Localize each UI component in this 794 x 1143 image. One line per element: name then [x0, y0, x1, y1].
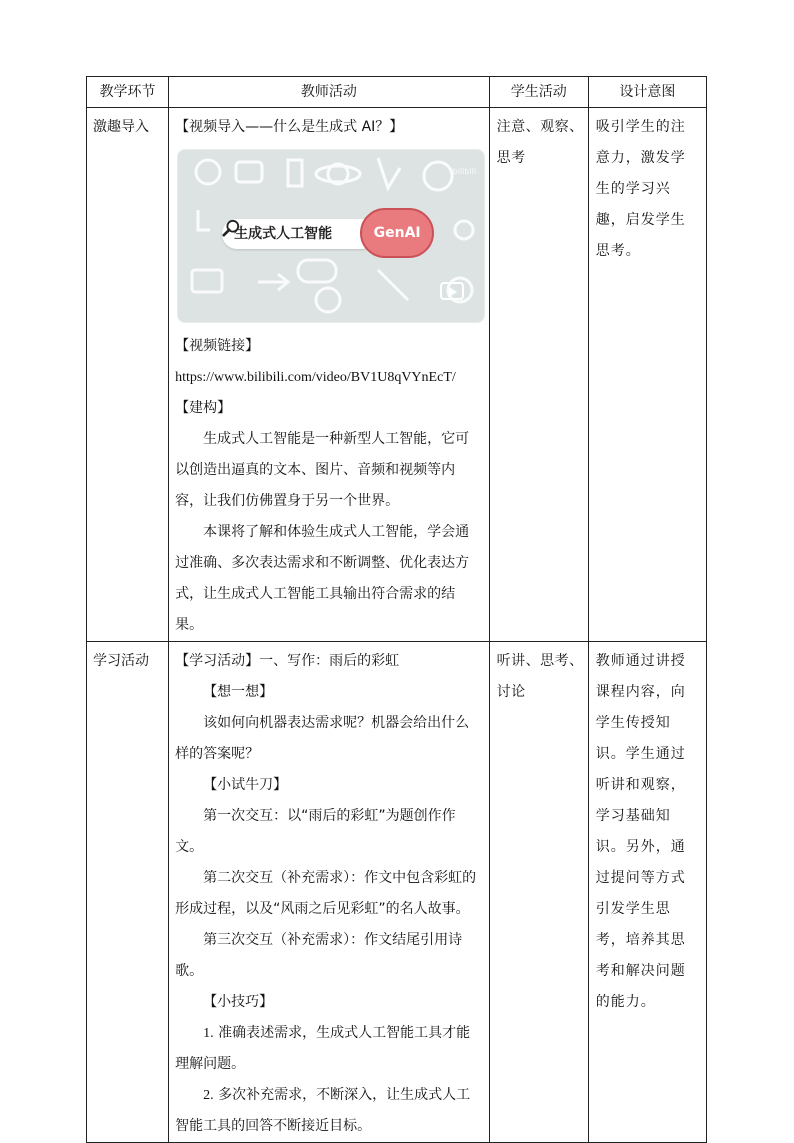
think-text: 该如何向机器表达需求呢？机器会给出什么样的答案呢？ [175, 715, 470, 762]
tips-heading: 【小技巧】 [203, 994, 274, 1010]
teacher-activity-learning [169, 642, 490, 1143]
row-learning [87, 642, 707, 1143]
step-1: 第一次交互：以“雨后的彩虹”为题创作作文。 [175, 808, 456, 855]
play-icon[interactable] [440, 282, 464, 300]
stage-learning: 学习活动 [87, 642, 169, 1143]
tip-1-number: 1. [203, 1026, 214, 1041]
construct-paragraph-1: 生成式人工智能是一种新型人工智能，它可以创造出逼真的文本、图片、音频和视频等内容，让我们仿佛置身于另一个世界。 [175, 431, 470, 509]
try-heading: 【小试牛刀】 [203, 777, 288, 793]
tip-2 [175, 1080, 483, 1142]
header-row [87, 77, 707, 108]
watermark-text: bilibili [452, 167, 477, 176]
construct-heading: 【建构】 [175, 400, 232, 416]
header-design-intent: 设计意图 [588, 77, 706, 108]
tip-1-text: 准确表述需求，生成式人工智能工具才能理解问题。 [175, 1025, 471, 1072]
tip-2-text: 多次补充需求，不断深入，让生成式人工智能工具的回答不断接近目标。 [175, 1087, 471, 1134]
header-teacher-activity: 教师活动 [169, 77, 490, 108]
design-intent-learning: 教师通过讲授课程内容，向学生传授知识。学生通过听讲和观察，学习基础知识。另外，通过提问等方式引发学生思考，培养其思考和解决问题的能力。 [588, 642, 706, 1143]
tip-2-number: 2. [203, 1088, 214, 1103]
step-2: 第二次交互（补充需求）：作文中包含彩虹的形成过程，以及“风雨之后见彩虹”的名人故事。 [175, 870, 477, 917]
learning-activity-title: 【学习活动】一、写作：雨后的彩虹 [175, 653, 400, 669]
stage-intro: 激趣导入 [87, 108, 169, 642]
construct-paragraph-2: 本课将了解和体验生成式人工智能，学会通过准确、多次表达需求和不断调整、优化表达方式，让生成式人工智能工具输出符合需求的结果。 [175, 524, 470, 633]
row-intro [87, 108, 707, 642]
magnifier-icon [222, 219, 240, 237]
header-student-activity: 学生活动 [489, 77, 588, 108]
think-heading: 【想一想】 [203, 684, 274, 700]
teacher-activity-intro [169, 108, 490, 642]
video-link-heading: 【视频链接】 [175, 338, 260, 354]
student-activity-intro: 注意、观察、思考 [489, 108, 588, 642]
design-intent-intro: 吸引学生的注意力，激发学生的学习兴趣，启发学生思考。 [588, 108, 706, 642]
genai-brain-badge: GenAI [360, 208, 434, 258]
video-pill-text: 生成式人工智能 [234, 225, 333, 242]
video-link-url[interactable]: https://www.bilibili.com/video/BV1U8qVYnEcT/ [175, 370, 456, 385]
video-thumbnail[interactable] [177, 149, 485, 323]
header-stage: 教学环节 [87, 77, 169, 108]
step-3: 第三次交互（补充需求）：作文结尾引用诗歌。 [175, 932, 463, 979]
student-activity-learning: 听讲、思考、讨论 [489, 642, 588, 1143]
lesson-plan-table [86, 76, 707, 1143]
video-intro-title: 【视频导入——什么是生成式 AI？】 [175, 119, 404, 135]
video-title-pill [222, 219, 376, 249]
tip-1 [175, 1018, 483, 1080]
